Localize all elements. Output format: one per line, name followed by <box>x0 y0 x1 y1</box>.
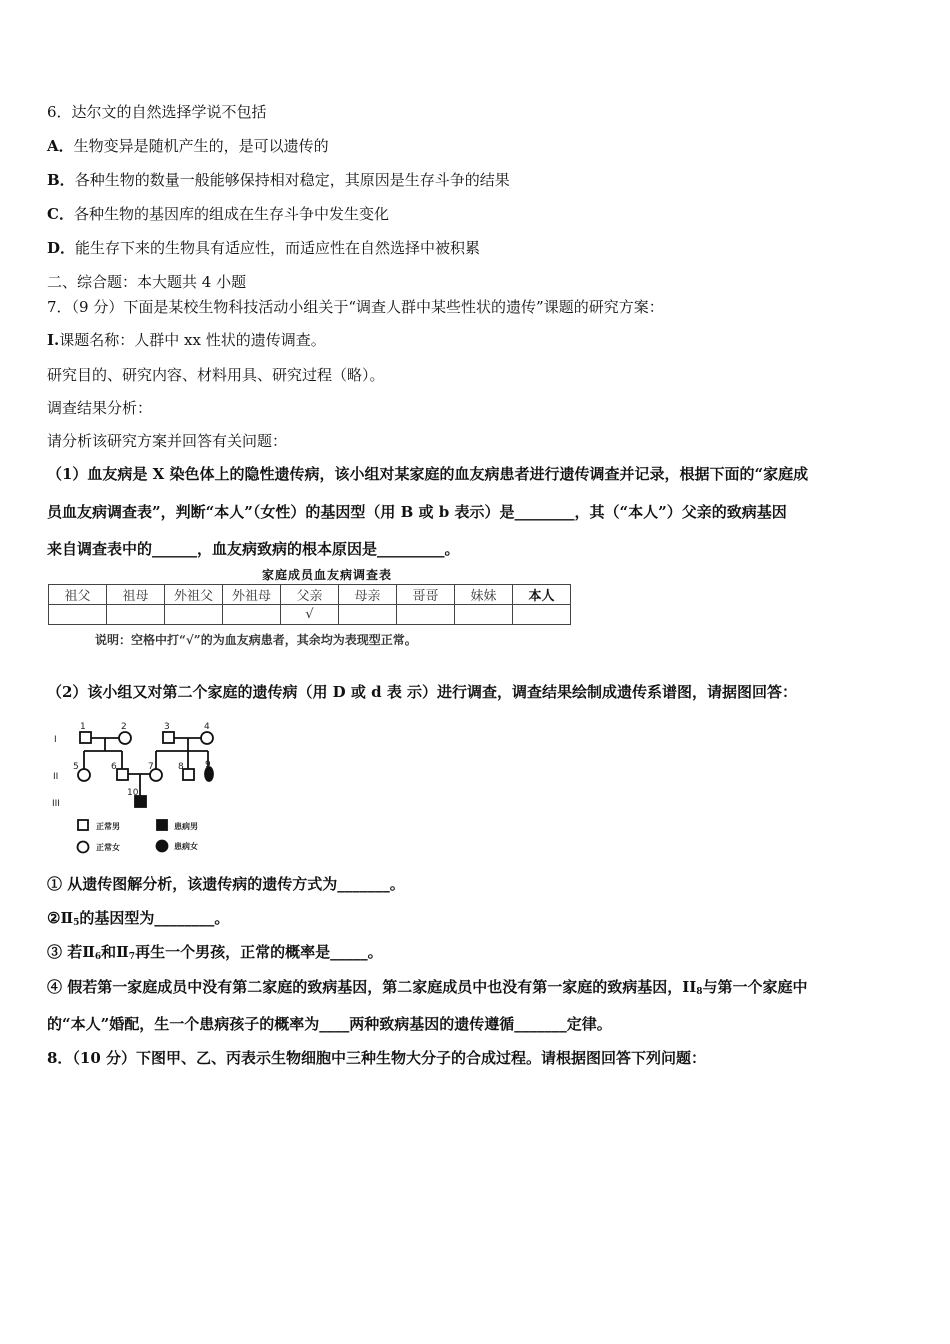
subscript: 7 <box>128 952 136 962</box>
table-header-cell: 母亲 <box>339 585 397 605</box>
table-cell <box>107 605 165 625</box>
subscript: 5 <box>73 918 80 928</box>
legend-affected-male-icon <box>157 820 167 830</box>
table-cell <box>165 605 223 625</box>
table-header-cell: 外祖母 <box>223 585 281 605</box>
pedigree-normal-male-3 <box>163 732 174 743</box>
pedigree-normal-female-4 <box>201 732 213 744</box>
option-text: 各种生物的基因库的组成在生存斗争中发生变化 <box>73 205 389 223</box>
table-header-cell: 父亲 <box>281 585 339 605</box>
q7-sub3 <box>47 942 383 967</box>
generation-label: III <box>52 799 60 809</box>
generation-label: I <box>54 735 57 745</box>
table-header-cell: 祖母 <box>107 585 165 605</box>
q7-part1-line3: 来自调查表中的______，血友病致病的根本原因是_________。 <box>47 540 460 558</box>
q6-option-a <box>47 136 329 156</box>
q7-sub4-line1 <box>47 977 808 1002</box>
table-header-cell: 祖父 <box>49 585 107 605</box>
pedigree-normal-female-2 <box>119 732 131 744</box>
table-row <box>49 605 571 625</box>
individual-id: 2 <box>121 722 127 732</box>
pedigree-normal-male-8 <box>183 769 194 780</box>
q7-sub2 <box>47 908 229 933</box>
q7-part1-line2: 员血友病调查表”，判断“本人”（女性）的基因型（用 B 或 b 表示）是________，其（“本人”）父亲的致病基因 <box>47 503 787 521</box>
pedigree-normal-female-5 <box>78 769 90 781</box>
table-header-row <box>49 585 571 605</box>
legend-affected-female-icon <box>157 841 168 852</box>
individual-id: 9 <box>205 760 211 770</box>
topic-label: I. <box>47 331 60 349</box>
legend-label: 正常女 <box>96 843 120 852</box>
table-cell-checkmark: √ <box>281 605 339 625</box>
q6-option-c <box>47 204 389 224</box>
q6-option-d <box>47 238 480 258</box>
legend-label: 患病男 <box>174 822 198 831</box>
option-text: 生物变异是随机产生的，是可以遗传的 <box>73 137 329 155</box>
text-segment: ③ 若Ⅱ <box>47 943 95 961</box>
table-cell <box>397 605 455 625</box>
legend-label: 患病女 <box>174 842 198 851</box>
survey-table <box>48 584 571 625</box>
table-header-cell: 本人 <box>513 585 571 605</box>
individual-id: 10 <box>127 788 139 798</box>
table-cell <box>49 605 107 625</box>
legend-label: 正常男 <box>96 822 120 831</box>
survey-table-title: 家庭成员血友病调查表 <box>262 568 393 582</box>
text-segment: ④ 假若第一家庭成员中没有第二家庭的致病基因，第二家庭成员中也没有第一家庭的致病基因， <box>47 978 683 996</box>
text-segment: II <box>682 978 697 996</box>
option-letter: C． <box>47 205 74 223</box>
option-text: 各种生物的数量一般能够保持相对稳定，其原因是生存斗争的结果 <box>74 171 510 189</box>
q6-option-b <box>47 170 510 190</box>
individual-id: 1 <box>80 722 86 732</box>
text-segment: 再生一个男孩，正常的概率是_____。 <box>135 943 383 961</box>
individual-id: 7 <box>148 762 154 772</box>
q7-part2: （2）该小组又对第二个家庭的遗传病（用 D 或 d 表 示）进行调查，调查结果绘制成遗传系谱图，请据图回答： <box>47 683 798 701</box>
table-header-cell: 外祖父 <box>165 585 223 605</box>
q8-stem: 8．（10 分）下图甲、乙、丙表示生物细胞中三种生物大分子的合成过程。请根据图回答下列问题： <box>47 1049 707 1067</box>
table-header-cell: 哥哥 <box>397 585 455 605</box>
individual-id: 8 <box>178 762 184 772</box>
subscript: 8 <box>696 987 703 997</box>
option-letter: D． <box>47 239 76 257</box>
text-segment: 与第一个家庭中 <box>702 978 808 996</box>
q7-stem: 7．（9 分）下面是某校生物科技活动小组关于“调查人群中某些性状的遗传”课题的研究方案： <box>47 298 664 316</box>
q7-part1-line1: （1）血友病是 X 染色体上的隐性遗传病，该小组对某家庭的血友病患者进行遗传调查并记录，根据下面的“家庭成 <box>47 465 809 483</box>
individual-id: 4 <box>204 722 210 732</box>
pedigree-normal-male-1 <box>80 732 91 743</box>
text-segment: 和Ⅱ <box>101 943 129 961</box>
topic-text: 课题名称：人群中 xx 性状的遗传调查。 <box>59 331 326 349</box>
legend-normal-female-icon <box>78 842 89 853</box>
pedigree-normal-male-6 <box>117 769 128 780</box>
q7-ask: 请分析该研究方案并回答有关问题： <box>47 432 288 450</box>
table-cell <box>513 605 571 625</box>
table-cell <box>223 605 281 625</box>
option-letter: B． <box>47 171 75 189</box>
option-letter: A． <box>47 137 74 155</box>
q7-result: 调查结果分析： <box>47 399 153 417</box>
q6-stem: 6．达尔文的自然选择学说不包括 <box>47 103 267 121</box>
pedigree-chart <box>48 718 218 860</box>
individual-id: 3 <box>164 722 170 732</box>
option-text: 能生存下来的生物具有适应性，而适应性在自然选择中被积累 <box>75 239 481 257</box>
survey-table-note: 说明：空格中打“√”的为血友病患者，其余均为表现型正常。 <box>95 633 417 647</box>
table-cell <box>339 605 397 625</box>
table-header-cell: 妹妹 <box>455 585 513 605</box>
q7-sub1: ① 从遗传图解分析，该遗传病的遗传方式为_______。 <box>47 875 405 893</box>
generation-label: II <box>53 772 59 782</box>
individual-id: 6 <box>111 762 117 772</box>
table-cell <box>455 605 513 625</box>
subscript: 6 <box>94 952 102 962</box>
section-heading: 二、综合题：本大题共 4 小题 <box>47 273 247 291</box>
text-segment: 的基因型为________。 <box>79 909 230 927</box>
legend-normal-male-icon <box>78 820 88 830</box>
q7-topic <box>47 330 326 350</box>
q7-purpose: 研究目的、研究内容、材料用具、研究过程（略）。 <box>47 366 385 384</box>
individual-id: 5 <box>73 762 79 772</box>
text-segment: ②Ⅱ <box>47 909 74 927</box>
q7-sub4-line2: 的“本人”婚配，生一个患病孩子的概率为____两种致病基因的遗传遵循_______定律。 <box>47 1015 612 1033</box>
